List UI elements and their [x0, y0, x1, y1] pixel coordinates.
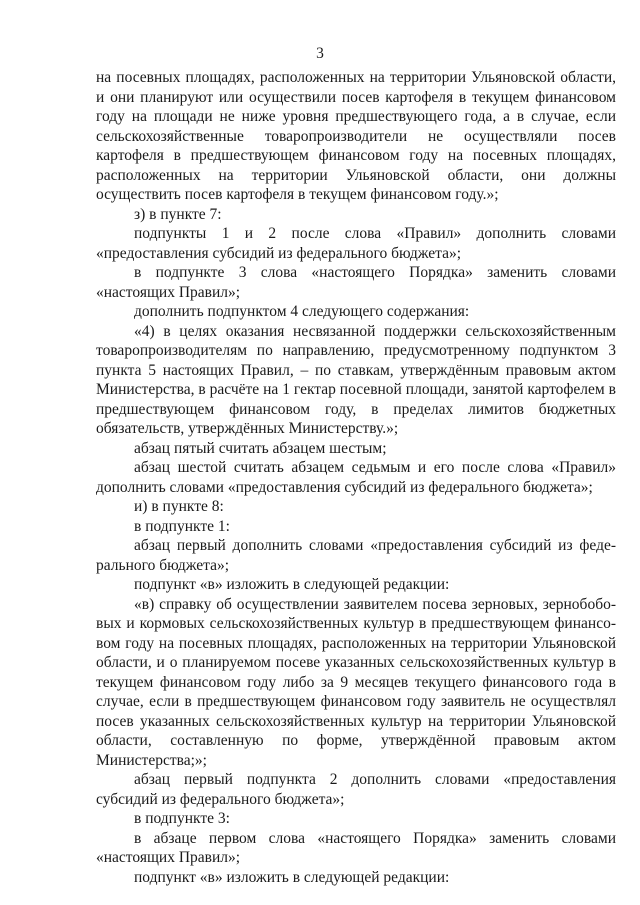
- paragraph: в подпункте 3:: [134, 810, 230, 827]
- paragraph: з) в пункте 7:: [134, 205, 222, 223]
- paragraph: подпункт «в» изложить в следующей редакции:: [134, 868, 450, 886]
- paragraph: абзац пятый считать абзацем шестым;: [134, 439, 387, 457]
- paragraph: дополнить подпунктом 4 следующего содержания:: [134, 303, 470, 320]
- paragraph: «в) справку об осуществлении заявителем посева зерновых, зернобобо-вых и кормовых сельскохозяйственных культур в предшествующем финансо-вом году на посевных площадях, расположенных на территории Ульяновской области, и о планируемом посеве указанных сельскохозяйственных культур в текущем финансовом году либо за 9 месяцев текущего финансового года в случае, если в предшествующем финансовом году заявитель не осуществлял посев указанных сельскохозяйственных культур на территории Ульяновской области, составленную по форме, утверждённой правовым актом Министерства;»;: [96, 595, 616, 769]
- paragraph: абзац первый дополнить словами «предоставления субсидий из феде-рального бюджета»;: [96, 537, 616, 574]
- paragraph: абзац первый подпункта 2 дополнить словами «предоставления субсидий из федерального бюджета»;: [96, 771, 616, 808]
- paragraph: подпункты 1 и 2 после слова «Правил» дополнить словами «предоставления субсидий из федерального бюджета»;: [96, 225, 616, 262]
- paragraph: на посевных площадях, расположенных на территории Ульяновской области, и они планируют или осуществили посев картофеля в текущем финансовом году на площади не ниже уровня предшествующего года, а в случае, если сельскохозяйственные товаропроизводители не осуществляли посев картофеля в предшествующем финансовом году на посевных площадях, расположенных на территории Ульяновской области, они должны осуществить посев картофеля в текущем финансовом году.»;: [96, 69, 616, 203]
- page-number: 3: [316, 45, 324, 62]
- paragraph: «4) в целях оказания несвязанной поддержки сельскохозяйственным товаропроизводителям по направлению, предусмотренному подпунктом 3 пункта 5 настоящих Правил, – по ставкам, утверждённым правовым актом Министерства, в расчёте на 1 гектар посевной площади, занятой картофелем в предшествующем финансовом году, в пределах лимитов бюджетных обязательств, утверждённых Министерству.»;: [96, 322, 616, 437]
- paragraph: в подпункте 3 слова «настоящего Порядка» заменить словами «настоящих Правил»;: [96, 264, 616, 301]
- paragraph: абзац шестой считать абзацем седьмым и его после слова «Правил» дополнить словами «предоставления субсидий из федерального бюджета»;: [96, 459, 616, 496]
- paragraph: в подпункте 1:: [134, 517, 230, 535]
- document-body: [96, 68, 616, 887]
- paragraph: подпункт «в» изложить в следующей редакции:: [134, 576, 450, 593]
- paragraph: и) в пункте 8:: [134, 498, 224, 515]
- paragraph: в абзаце первом слова «настоящего Порядка» заменить словами «настоящих Правил»;: [96, 829, 616, 866]
